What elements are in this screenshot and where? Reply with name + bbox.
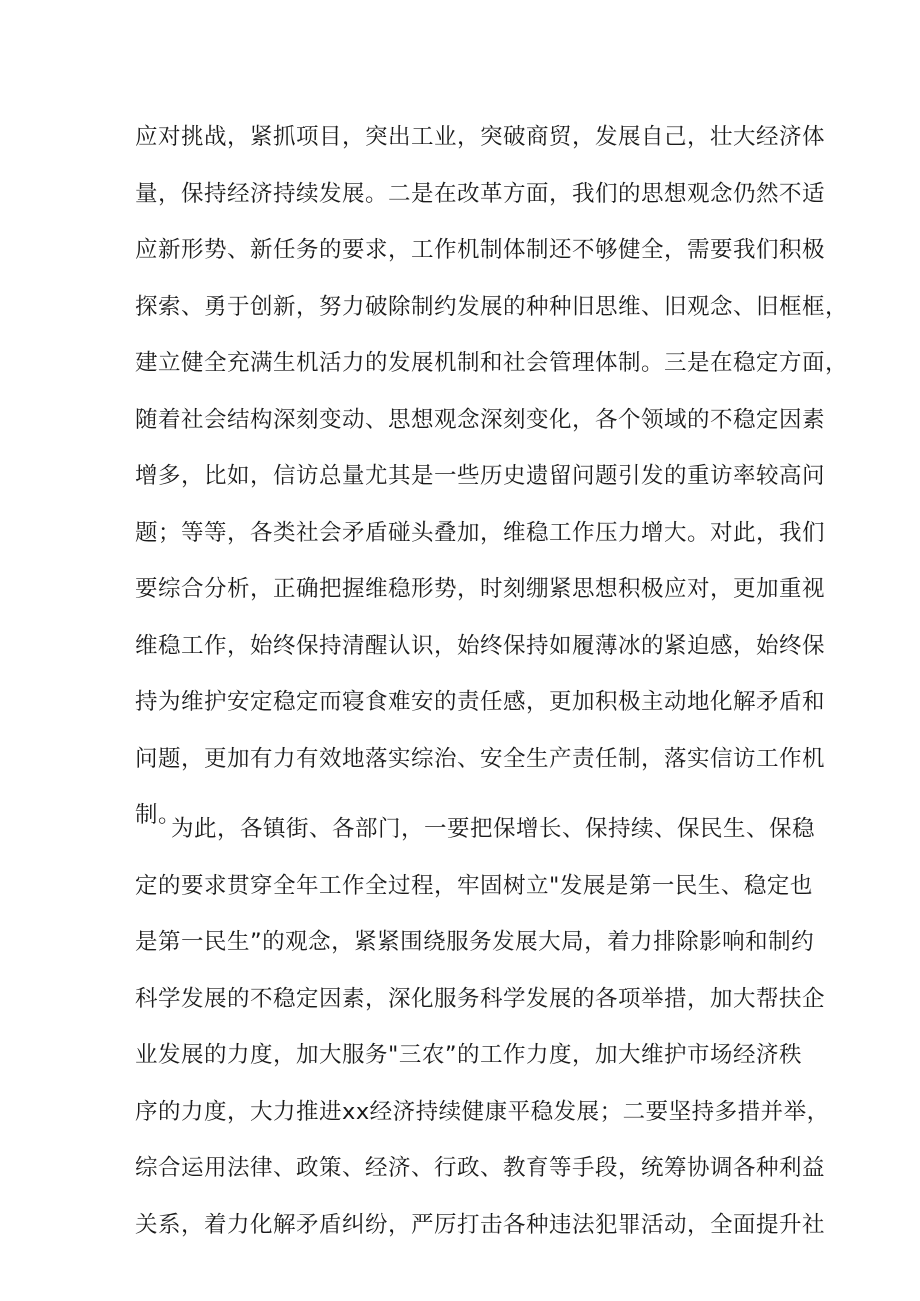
text-line: 题；等等，各类社会矛盾碰头叠加，维稳工作压力增大。对此，我们 — [135, 519, 826, 546]
text-line: 持为维护安定稳定而寝食难安的责任感，更加积极主动地化解矛盾和 — [135, 689, 826, 715]
paragraph-stability-challenges — [135, 109, 849, 844]
text-line: 为此，各镇街、各部门，一要把保增长、保持续、保民生、保稳 — [171, 816, 816, 842]
text-line: 定的要求贯穿全年工作全过程，牢固树立"发展是第一民生、稳定也 — [135, 872, 813, 899]
text-line: 要综合分析，正确把握维稳形势，时刻绷紧思想积极应对，更加重视 — [135, 576, 826, 602]
text-line: 关系，着力化解矛盾纠纷，严厉打击各种违法犯罪活动，全面提升社 — [135, 1211, 826, 1238]
text-line: 科学发展的不稳定因素，深化服务科学发展的各项举措，加大帮扶企 — [135, 985, 826, 1012]
text-line: 问题，更加有力有效地落实综治、安全生产责任制，落实信访工作机 — [135, 745, 826, 772]
text-line: 制。 — [135, 802, 182, 828]
text-line: 综合运用法律、政策、经济、行政、教育等手段，统筹协调各种利益 — [135, 1155, 826, 1181]
text-line: 探索、勇于创新，努力破除制约发展的种种旧思维、旧观念、旧框框， — [135, 293, 849, 320]
text-line: 增多，比如，信访总量尤其是一些历史遗留问题引发的重访率较高问 — [135, 463, 826, 489]
text-line: 业发展的力度，加大服务"三农”的工作力度，加大维护市场经济秩 — [135, 1042, 803, 1068]
text-line: 是第一民生”的观念，紧紧围绕服务发展大局，着力排除影响和制约 — [135, 929, 815, 955]
text-line: 量，保持经济持续发展。二是在改革方面，我们的思想观念仍然不适 — [135, 180, 826, 207]
text-line: 应对挑战，紧抓项目，突出工业，突破商贸，发展自己，壮大经济体 — [135, 124, 826, 150]
text-line: 建立健全充满生机活力的发展机制和社会管理体制。三是在稳定方面， — [135, 350, 849, 376]
paragraph-work-requirements — [135, 801, 830, 1253]
text-line: 序的力度，大力推进xx经济持续健康平稳发展；二要坚持多措并举， — [135, 1098, 830, 1125]
text-line: 维稳工作，始终保持清醒认识，始终保持如履薄冰的紧迫感，始终保 — [135, 632, 826, 659]
text-line: 应新形势、新任务的要求，工作机制体制还不够健全，需要我们积极 — [135, 237, 826, 263]
text-line: 随着社会结构深刻变动、思想观念深刻变化，各个领域的不稳定因素 — [135, 406, 826, 433]
